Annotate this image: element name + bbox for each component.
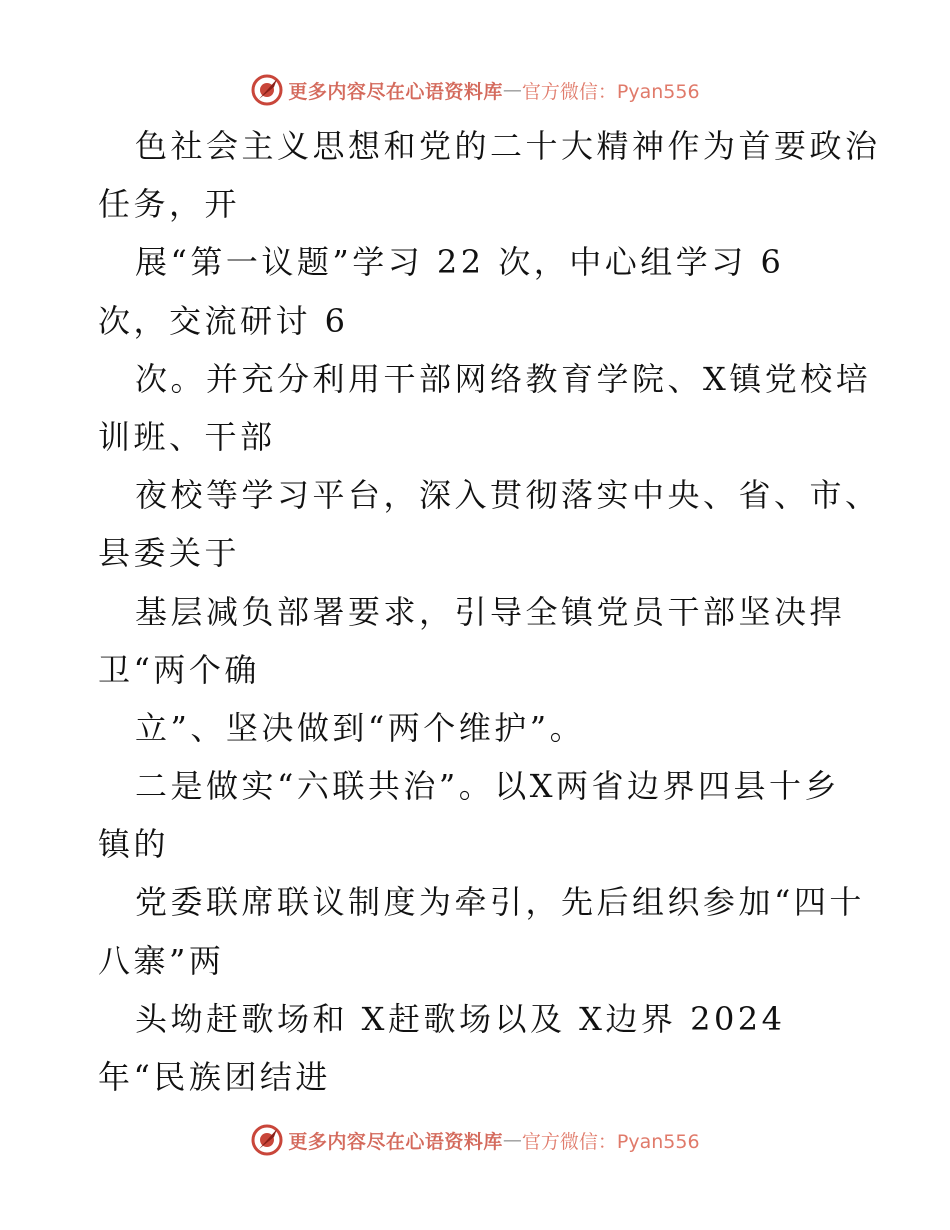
text-line: 年“民族团结进 — [98, 1058, 331, 1096]
text-line: 镇的 — [98, 825, 170, 864]
quill-logo-icon — [250, 73, 284, 107]
watermark-main-text: 更多内容尽在心语资料库 — [288, 1130, 503, 1153]
watermark-separator: — — [502, 1129, 522, 1151]
text-line: 党委联席联议制度为牵引，先后组织参加“四十 — [135, 883, 865, 922]
quill-logo-icon — [250, 1123, 284, 1157]
text-line: 头坳赶歌场和 X赶歌场以及 X边界 2024 — [135, 999, 786, 1038]
footer-watermark — [0, 1120, 950, 1160]
watermark-main-text: 更多内容尽在心语资料库 — [288, 80, 503, 103]
text-line: 立”、坚决做到“两个维护”。 — [135, 708, 586, 747]
text-line: 任务，开 — [98, 185, 241, 224]
text-line: 基层减负部署要求，引导全镇党员干部坚决捍 — [135, 592, 846, 631]
text-line: 展“第一议题”学习 22 次，中心组学习 6 — [135, 243, 785, 282]
watermark-wechat-text: 官方微信：Pyan556 — [521, 80, 700, 103]
text-line: 夜校等学习平台，深入贯彻落实中央、省、市、 — [135, 476, 881, 515]
text-line: 色社会主义思想和党的二十大精神作为首要政治 — [135, 127, 881, 165]
text-line: 二是做实“六联共治”。以X两省边界四县十乡 — [135, 767, 841, 806]
text-line: 次，交流研讨 6 — [98, 301, 349, 340]
text-line: 训班、干部 — [98, 417, 276, 456]
text-line: 卫“两个确 — [98, 650, 260, 689]
text-line: 八寨”两 — [98, 941, 225, 980]
document-body — [98, 117, 881, 1106]
text-line: 县委关于 — [98, 534, 241, 573]
watermark-separator: — — [502, 79, 522, 101]
text-line: 次。并充分利用干部网络教育学院、X镇党校培 — [135, 359, 872, 398]
watermark-wechat-text: 官方微信：Pyan556 — [521, 1130, 700, 1153]
header-watermark — [0, 70, 950, 110]
